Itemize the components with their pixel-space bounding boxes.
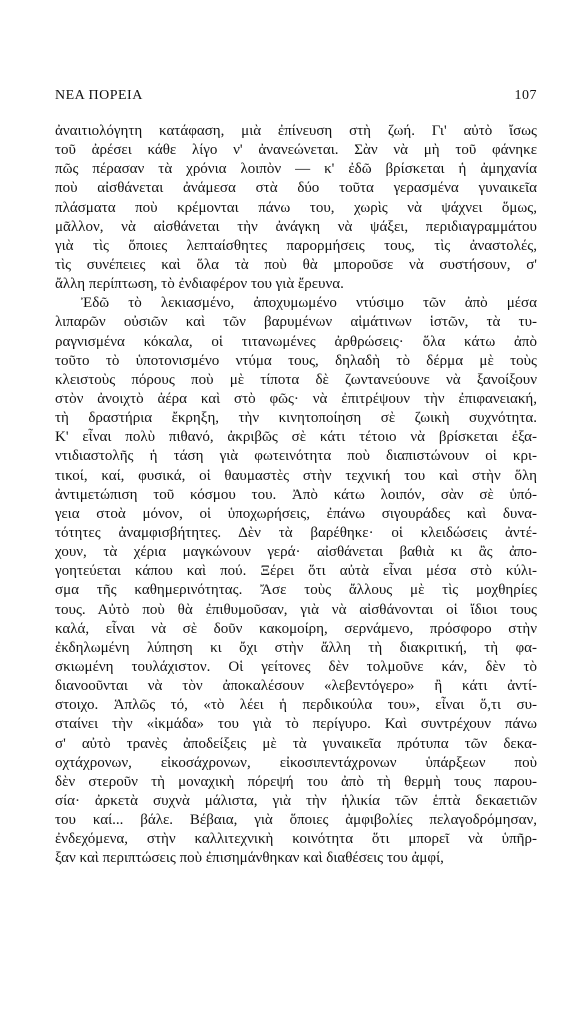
body-text [55, 122, 537, 868]
text-line: στὸν ἀνοιχτὸ ἀέρα καὶ στὸ φῶς· νὰ ἐπιτρέψουν τὴν ἐπιφανειακή, [55, 390, 537, 407]
text-line: σία· ἀρκετὰ συχνὰ μάλιστα, γιὰ τὴν ἡλικία τῶν ἑπτὰ δεκαετιῶν [55, 792, 537, 809]
text-line: ξαν καὶ περιπτώσεις ποὺ ἐπισημάνθηκαν καὶ διαθέσεις του ἀμφί, [55, 850, 444, 867]
text-line: ποὺ αἰσθάνεται ἀνάμεσα στὰ δύο τοῦτα γερασμένα γυναικεῖα [55, 180, 537, 197]
text-line: καλά, εἶναι νὰ σὲ δοῦν κακομοίρη, σερνάμενο, πρόσφορο στὴν [55, 620, 537, 637]
text-line: σμα τῆς καθημερινότητας. Ἄσε τοὺς ἄλλους μὲ τὶς μοχθηρίες [55, 582, 537, 599]
text-line: του καί... βάλε. Βέβαια, γιὰ ὅποιες ἀμφιβολίες πελαγοδρόμησαν, [55, 812, 537, 829]
text-line: κλειστοὺς πόρους ποὺ μὲ τίποτα δὲ ζωντανεύουνε νὰ ξανοίξουν [55, 371, 537, 388]
text-line: γιὰ τὶς ὅποιες λεπταίσθητες παρορμήσεις τους, τὶς ἀναστολές, [55, 237, 537, 254]
text-line: τὴ δραστήρια ἔκρηξη, τὴν κινητοποίηση σὲ ζωικὴ συχνότητα. [55, 410, 537, 427]
text-line: ἀντιμετώπιση τοῦ κόσμου του. Ἀπὸ κάτω λοιπόν, σὰν σὲ ὑπό- [55, 486, 537, 503]
running-title: ΝΕΑ ΠΟΡΕΙΑ [55, 88, 143, 103]
text-line: δὲν στεροῦν τὴ μοναχικὴ πόρεψή του ἀπὸ τὴ θερμὴ τους παρου- [55, 773, 537, 790]
text-line: διανοοῦνται νὰ τὸν ἀποκαλέσουν «λεβεντόγερο» ἢ κάτι ἀντί- [55, 678, 537, 695]
text-line: ραγνισμένα κόκαλα, οἱ τιτανωμένες ἀρθρώσεις· ὅλα κάτω ἀπὸ [55, 333, 537, 350]
running-header [55, 88, 537, 108]
text-line: ντιδιαστολῆς ἡ τάση γιὰ φωτεινότητα ποὺ διαπιστώνουν οἱ κρι- [55, 448, 537, 465]
text-line: πῶς πέρασαν τὰ χρόνια λοιπὸν — κ' ἐδῶ βρίσκεται ἡ ἀμηχανία [55, 161, 537, 178]
text-line: τοῦ ἀρέσει κάθε λίγο ν' ἀνανεώνεται. Σὰν νὰ μὴ τοῦ φάνηκε [55, 142, 537, 159]
text-line: σταίνει τὴν «ἰκμάδα» του γιὰ τὸ περίγυρο. Καὶ συντρέχουν πάνω [55, 716, 537, 733]
text-line: σ' αὐτὸ τρανὲς ἀποδείξεις μὲ τὰ γυναικεῖα πρότυπα τῶν δεκα- [55, 735, 537, 752]
text-line: τὶς συνέπειες καὶ ὅλα τὰ ποὺ θὰ μποροῦσε νὰ συστήσουν, σ' [55, 256, 537, 273]
text-line: ἐκδηλωμένη λύπηση κι ὄχι στὴν ἄλλη τὴ διακριτική, τὴ φα- [55, 639, 537, 656]
text-line: οχτάχρονων, εἰκοσάχρονων, εἰκοσιπεντάχρονων ὑπάρξεων ποὺ [55, 754, 537, 771]
text-line: γεια στοὰ μόνον, οἱ ὑποχωρήσεις, ἐπάνω σιγουράδες καὶ δυνα- [55, 505, 537, 522]
text-line: γοητεύεται κάπου καὶ πού. Ξέρει ὅτι αὐτὰ εἶναι μέσα στὸ κύλι- [55, 563, 537, 580]
text-line: λιπαρῶν οὐσιῶν καὶ τῶν βαρυμένων αἱμάτινων ἱστῶν, τὰ τυ- [55, 314, 537, 331]
text-line: σκιωμένη τουλάχιστον. Οἱ γείτονες δὲν τολμοῦνε κάν, δὲν τὸ [55, 658, 537, 675]
text-line: τότητες ἀναμφισβήτητες. Δὲν τὰ βαρέθηκε· οἱ κλειδώσεις ἀντέ- [55, 524, 537, 541]
text-line: τοῦτο τὸ ὑποτονισμένο ντύμα τους, δηλαδὴ τὸ δέρμα μὲ τοὺς [55, 352, 537, 369]
text-line: στοιχο. Ἁπλῶς τό, «τὸ λέει ἡ περδικούλα του», εἶναι ὅ,τι συ- [55, 697, 537, 714]
text-line: Κ' εἶναι πολὺ πιθανό, ἀκριβῶς σὲ κάτι τέτοιο νὰ βρίσκεται ἐξα- [55, 429, 537, 446]
text-line: τικοί, καί, φυσικά, οἱ θαυμαστὲς στὴν τεχνική του καὶ στὴν ὅλη [55, 467, 537, 484]
text-line: ἐνδεχόμενα, στὴν καλλιτεχνικὴ κοινότητα ὅτι μπορεῖ νὰ ὑπῆρ- [55, 831, 537, 848]
text-line: ἀναιτιολόγητη κατάφαση, μιὰ ἐπίνευση στὴ ζωή. Γι' αὐτὸ ἴσως [55, 123, 537, 139]
text-line: χουν, τὰ χέρια μαγκώνουν γερά· αἰσθάνεται βαθιὰ κι ἂς ἀπο- [55, 544, 537, 561]
text-line: πλάσματα ποὺ κρέμονται πάνω του, χωρὶς νὰ ψάχνει ὅμως, [55, 199, 537, 216]
page-number: 107 [514, 88, 537, 103]
text-line: Ἐδῶ τὸ λεκιασμένο, ἀποχυμωμένο ντύσιμο τῶν ἀπὸ μέσα [81, 295, 537, 312]
text-line: τους. Αὐτὸ ποὺ θὰ ἐπιθυμοῦσαν, γιὰ νὰ αἰσθάνονται οἱ ἴδιοι τους [55, 601, 537, 618]
text-line: ἄλλη περίπτωση, τὸ ἐνδιαφέρον του γιὰ ἔρευνα. [55, 276, 344, 293]
text-line: μᾶλλον, νὰ αἰσθάνεται τὴν ἀνάγκη νὰ ψάξει, περιδιαγραμμάτου [55, 218, 537, 235]
